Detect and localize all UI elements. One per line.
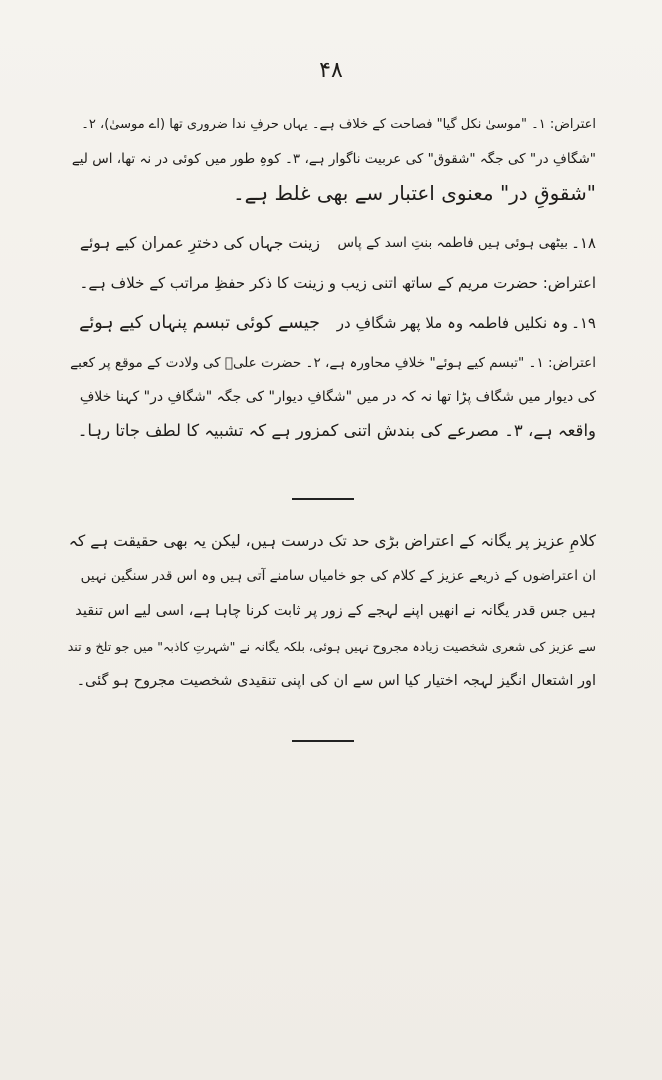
verse-number-18: ۱۸۔ bbox=[571, 234, 596, 252]
objection-paragraph-3 bbox=[66, 346, 596, 448]
text-line: "شقوقِ در" معنوی اعتبار سے بھی غلط ہے۔ bbox=[232, 181, 596, 205]
text-line: اعتراض: حضرت مریم کے ساتھ اتنی زیب و زینت کا ذکر حفظِ مراتب کے خلاف ہے۔ bbox=[79, 274, 596, 292]
objection-paragraph-1 bbox=[66, 108, 596, 210]
section-divider bbox=[292, 498, 354, 500]
verse-19-first-line: وہ نکلیں فاطمہ وہ ملا پھر شگافِ در bbox=[336, 314, 568, 332]
verse-18-first-line: بیٹھی ہوئی ہیں فاطمہ بنتِ اسد کے پاس bbox=[337, 235, 568, 251]
text-line: کی دیوار میں شگاف پڑا تھا نہ کہ در میں "شگافِ دیوار" کی جگہ "شگافِ در" کہنا خلافِ bbox=[79, 389, 596, 405]
text-line: ان اعتراضوں کے ذریعے عزیز کے کلام کی جو خامیاں سامنے آتی ہیں وہ اس قدر سنگین نہیں bbox=[80, 568, 596, 584]
text-line: ہیں جس قدر یگانہ نے انھیں اپنے لہجے کے زور پر ثابت کرنا چاہا ہے، اسی لیے اس تنقید bbox=[75, 603, 596, 619]
section-divider bbox=[292, 740, 354, 742]
page-number: ۴۸ bbox=[319, 58, 343, 83]
text-line: "شگافِ در" کی جگہ "شقوق" کی عربیت ناگوار ہے، ۳۔ کوہِ طور میں کوئی در نہ تھا، اس لیے bbox=[71, 151, 596, 167]
text-line: اعتراض: ۱۔ "موسیٰ نکل گیا" فصاحت کے خلاف ہے۔ یہاں حرفِ ندا ضروری تھا (اے موسیٰ)، ۲۔ bbox=[81, 117, 596, 132]
verse-number-19: ۱۹۔ bbox=[571, 314, 596, 332]
text-line: کلامِ عزیز پر یگانہ کے اعتراض بڑی حد تک درست ہیں، لیکن یہ بھی حقیقت ہے کہ bbox=[68, 532, 596, 550]
text-line: اور اشتعال انگیز لہجہ اختیار کیا اس سے ان کی اپنی تنقیدی شخصیت مجروح ہو گئی۔ bbox=[76, 673, 596, 689]
text-line: اعتراض: ۱۔ "تبسم کیے ہوئے" خلافِ محاورہ ہے، ۲۔ حضرت علیؑ کی ولادت کے موقع پر کعبے bbox=[70, 355, 596, 371]
objection-paragraph-2 bbox=[66, 266, 596, 300]
verse-19-second-line: جیسے کوئی تبسم پنہاں کیے ہوئے bbox=[79, 313, 320, 333]
text-line: سے عزیز کی شعری شخصیت زیادہ مجروح نہیں ہوئی، بلکہ یگانہ نے "شہرتِ کاذبہ" میں جو تلخ و تند bbox=[67, 639, 596, 654]
text-line: واقعہ ہے، ۳۔ مصرعے کی بندش اتنی کمزور ہے کہ تشبیہ کا لطف جاتا رہا۔ bbox=[77, 421, 596, 440]
verse-18-second-line: زینت جہاں کی دخترِ عمران کیے ہوئے bbox=[79, 234, 320, 252]
conclusion-paragraph bbox=[66, 524, 596, 699]
